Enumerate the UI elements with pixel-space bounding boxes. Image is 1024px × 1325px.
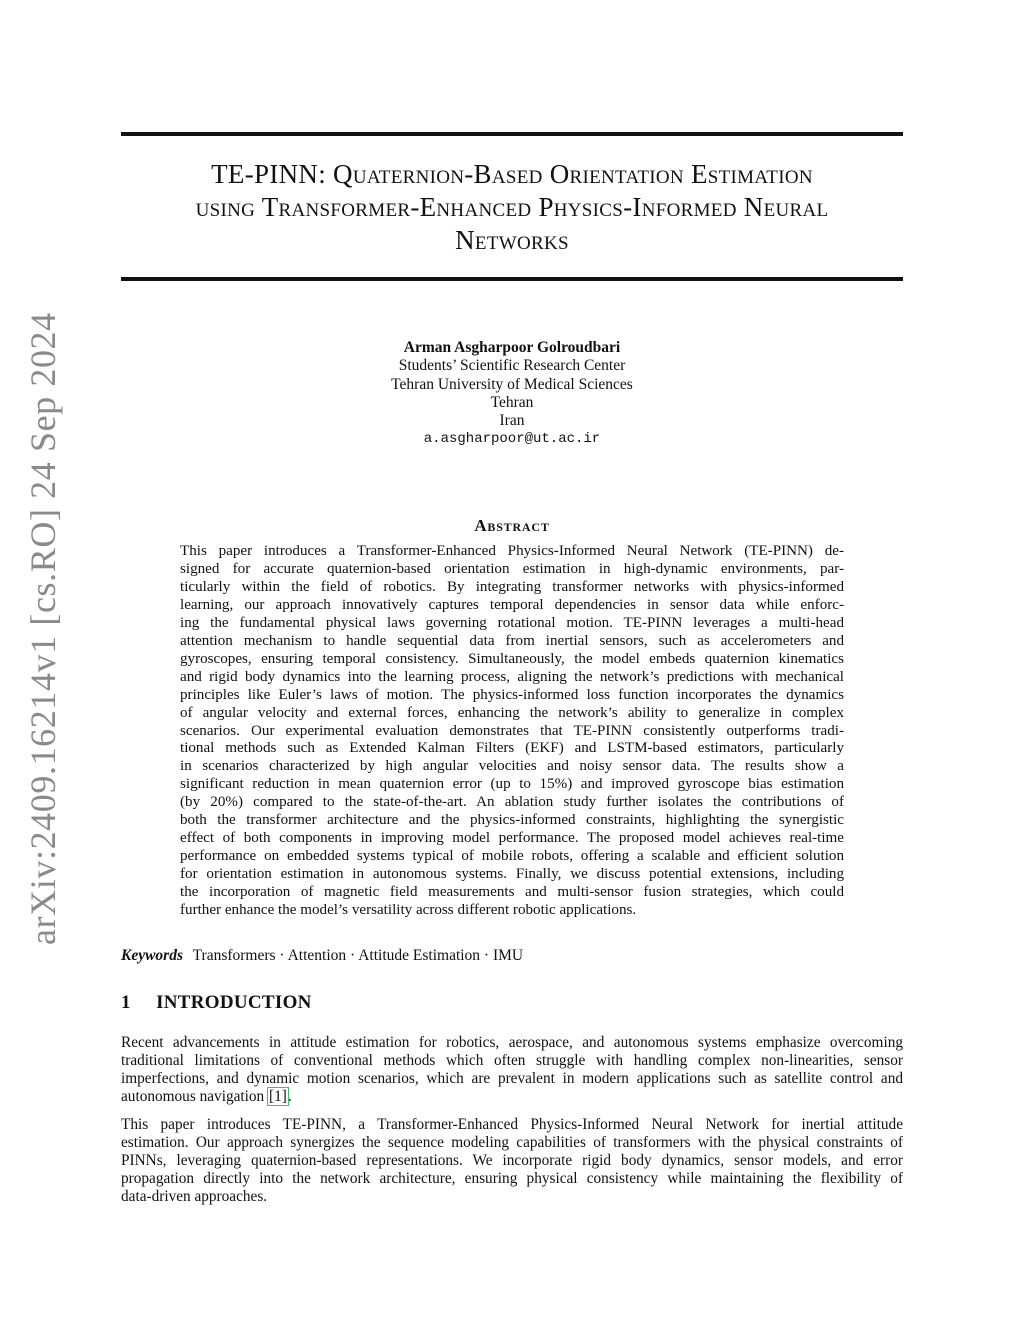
abstract-line: effect of both components in improving model performance. The proposed model achieves real-time [180,830,844,847]
paragraph-line: data-driven approaches. [121,1188,268,1206]
title-bottom-rule [121,277,903,281]
abstract-body [180,543,844,920]
abstract-line: in scenarios characterized by high angular velocities and noisy sensor data. The results show a [180,758,844,775]
paragraph-line: estimation. Our approach synergizes the sequence modeling capabilities of transformers with the physical constraints of [121,1134,903,1152]
section-number: 1 [121,992,131,1013]
abstract-line: ticularly within the field of robotics. By integrating transformer networks with physics-informed [180,578,844,595]
section-title: INTRODUCTION [156,992,312,1013]
abstract-line: and rigid body dynamics into the learning process, aligning the network’s predictions with mechanical [180,668,844,685]
title-line-3: Networks [455,225,569,255]
title-top-rule [121,132,903,136]
paragraph-line-end: . [287,1088,292,1106]
author-block [212,339,812,449]
abstract-line: significant reduction in mean quaternion error (up to 15%) and improved gyroscope bias estimation [180,776,844,793]
citation-link[interactable]: [1] [269,1088,287,1106]
abstract-line: for orientation estimation in autonomous systems. Finally, we discuss potential extensions, including [180,866,844,883]
author-email[interactable]: a.asgharpoor@ut.ac.ir [423,431,601,448]
paragraph-line-text: autonomous navigation [121,1088,269,1106]
arxiv-identifier-stamp: arXiv:2409.16214v1 [cs.RO] 24 Sep 2024 [23,312,63,945]
title-line-1: TE-PINN: Quaternion-Based Orientation Estimation [211,159,813,189]
abstract-line: both the transformer architecture and the physics-informed constraints, highlighting the synergistic [180,812,844,829]
keywords-text: Transformers · Attention · Attitude Estimation · IMU [192,947,524,964]
paragraph-line: imperfections, and dynamic motion scenarios, which are prevalent in modern applications such as satellite control and [121,1070,903,1088]
abstract-line: performance on embedded systems typical of mobile robots, offering a scalable and efficient solution [180,848,844,865]
author-affiliation-2: Tehran University of Medical Sciences [391,375,633,393]
author-name: Arman Asgharpoor Golroudbari [403,339,621,356]
author-country: Iran [499,412,525,430]
paragraph-line: PINNs, leveraging quaternion-based representations. We incorporate rigid body dynamics, sensor models, and error [121,1152,903,1170]
intro-paragraph-1 [121,1034,903,1106]
section-heading-introduction [121,992,312,1014]
abstract-line: signed for accurate quaternion-based orientation estimation in high-dynamic environments, par- [180,560,844,577]
abstract-line: (by 20%) compared to the state-of-the-art. An ablation study further isolates the contributions of [180,794,844,811]
abstract-line: the incorporation of magnetic field measurements and multi-sensor fusion strategies, which could [180,884,844,901]
abstract-line: of angular velocity and external forces, enhancing the network’s ability to generalize in complex [180,704,844,721]
paragraph-line: Recent advancements in attitude estimation for robotics, aerospace, and autonomous systems emphasize overcoming [121,1034,903,1051]
paper-title [121,158,903,257]
paragraph-line: This paper introduces TE-PINN, a Transformer-Enhanced Physics-Informed Neural Network for inertial attitude [121,1116,903,1133]
abstract-line: principles like Euler’s laws of motion. The physics-informed loss function incorporates the dynamics [180,686,844,703]
keywords-line [121,947,903,965]
keywords-label: Keywords [121,947,183,964]
abstract-line: further enhance the model’s versatility across different robotic applications. [180,902,637,919]
abstract-line: learning, our approach innovatively captures temporal dependencies in sensor data while enforc- [180,596,844,613]
paragraph-line [121,1088,903,1106]
abstract-line: This paper introduces a Transformer-Enhanced Physics-Informed Neural Network (TE-PINN) de- [180,543,844,559]
author-city: Tehran [490,393,534,411]
author-affiliation-1: Students’ Scientific Research Center [398,357,626,375]
paragraph-line: propagation directly into the network architecture, ensuring physical consistency while maintaining the flexibility of [121,1170,903,1188]
abstract-line: tional methods such as Extended Kalman Filters (EKF) and LSTM-based estimators, particularly [180,740,844,757]
title-line-2: using Transformer-Enhanced Physics-Informed Neural [195,192,829,222]
abstract-line: scenarios. Our experimental evaluation demonstrates that TE-PINN consistently outperforms tradi- [180,722,844,739]
abstract-line: attention mechanism to handle sequential data from inertial sensors, such as accelerometers and [180,632,844,649]
paragraph-line: traditional limitations of conventional methods which often struggle with handling complex non-linearities, sensor [121,1052,903,1070]
intro-paragraph-2 [121,1116,903,1206]
abstract-line: gyroscopes, ensuring temporal consistency. Simultaneously, the model embeds quaternion kinematics [180,650,844,667]
abstract-heading: Abstract [474,516,550,535]
abstract-line: ing the fundamental physical laws governing rotational motion. TE-PINN leverages a multi-head [180,614,844,631]
